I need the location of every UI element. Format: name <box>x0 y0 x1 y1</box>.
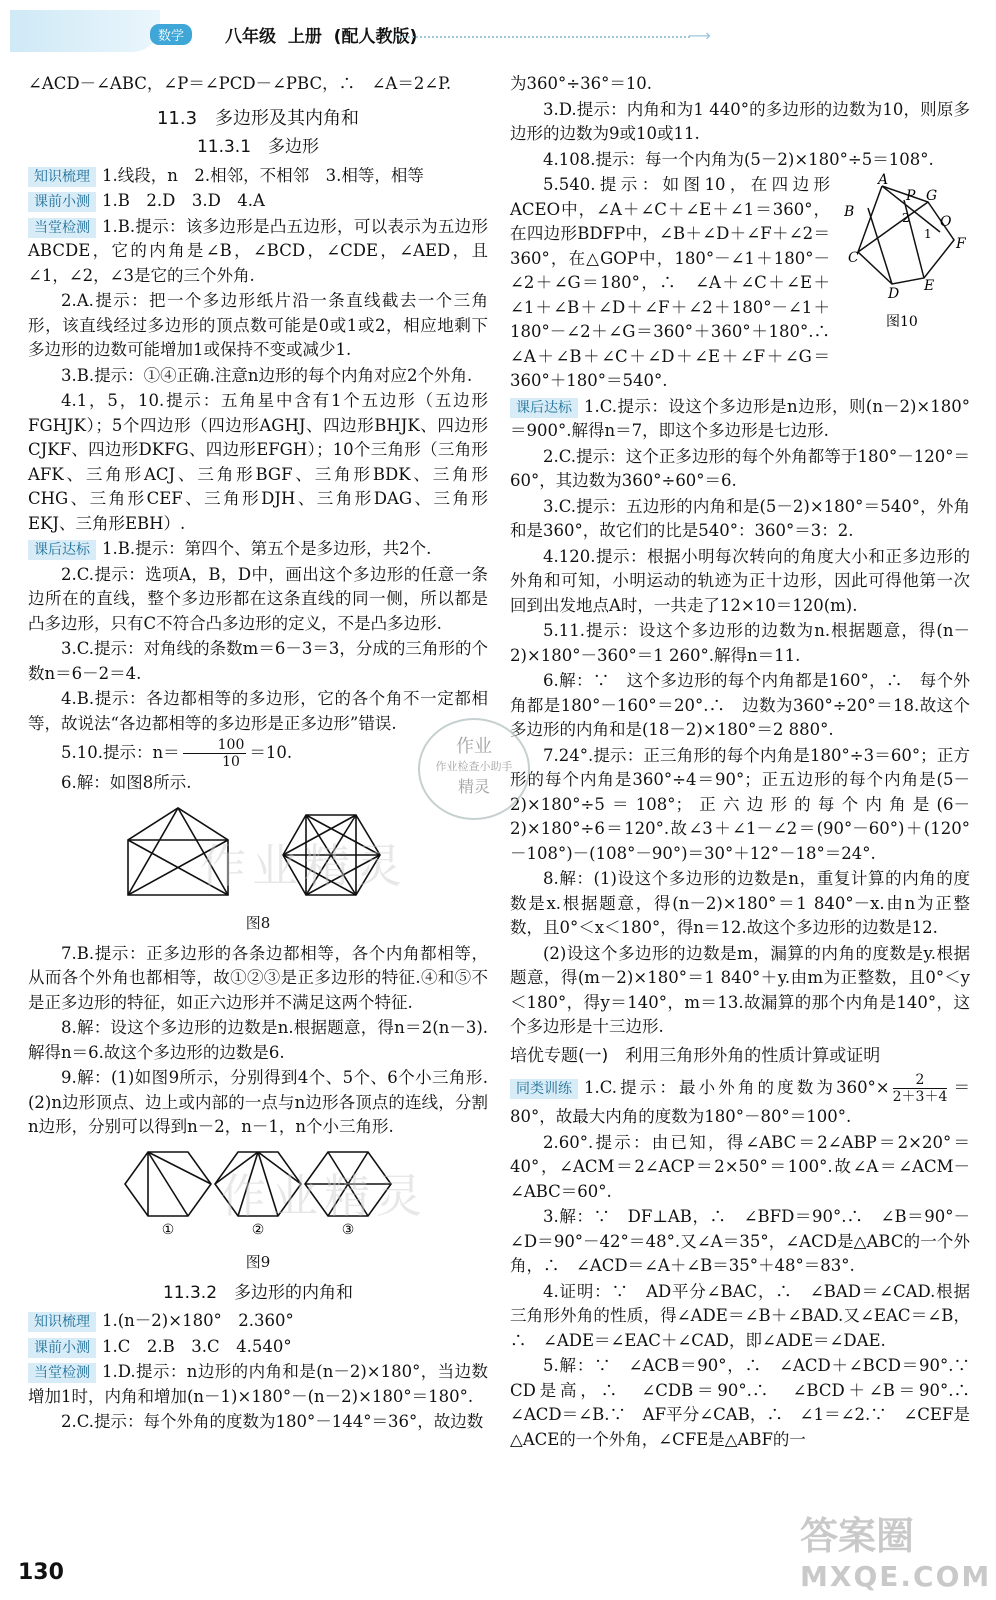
fraction: $\frac{2}{2+3+4}$ <box>892 1072 948 1105</box>
answer-text: 7.24°.提示：正三角形的每个内角是180°÷3＝60°；正方形的每个内角是360°÷4＝90°；正五边形的每个内角是(5－2)×180°÷5＝108°；正六边形的每个内角是(6－2)×180°÷6＝120°.故∠3＋∠1－∠2＝(90°－60°)＋(120°－108°)－(108°－90°)＝30°＋12°－18°＝24°. <box>510 745 970 863</box>
answer-text: ＝80°，故最大内角的度数为180°－80°＝100°. <box>510 1078 971 1126</box>
site-watermark-url: MXQE.COM <box>800 1560 992 1593</box>
answer-text: 1.C.提示：最小外角的度数为360°× <box>584 1078 890 1097</box>
answer-text: 7.B.提示：正多边形的各条边都相等，各个内角都相等，从而各个外角也都相等，故①②③是正多边形的特征.④和⑤不是正多边形的特征，如正六边形并不满足这两个特征. <box>28 943 488 1012</box>
answer-text: 5.10.提示：n＝ $\frac{100}{10}$ ＝10. <box>61 737 293 770</box>
figure-10-label-o: O <box>940 214 952 230</box>
figure-10-label-b: B <box>844 204 855 220</box>
header-band <box>10 10 160 52</box>
answer-text: 2.C.提示：这个正多边形的每个外角都等于180°－120°＝60°，其边数为360°÷60°＝6. <box>510 446 970 490</box>
answer-text: 8.解：(1)设这个多边形的边数是n，重复计算的内角的度数是x.根据题意，得(n－2)×180°＝1 840°－x.由n为正整数，且0°＜x＜180°，得n＝12.故这个多边形的边数是12. <box>510 869 970 937</box>
stamp-text: 作业 <box>456 736 492 757</box>
figure-10-label-g: G <box>926 188 938 204</box>
figure-10-label-c: C <box>848 250 859 266</box>
figure-9-label-3: ③ <box>341 1221 355 1238</box>
answer-text: 1.(n－2)×180° 2.360° <box>102 1311 294 1330</box>
answer-text: 4.1，5，10.提示：五角星中含有1个五边形（五边形FGHJK）；5个四边形（四边形AGHJ、四边形BHJK、四边形CJKF、四边形DKFG、四边形EFGH）；10个三角形（三角形AFK、三角形ACJ、三角形BGF、三角形BDK、三角形CHG、三角形CEF、三角形DJH、三角形DAG、三角形EKJ、三角形EBH）. <box>28 391 488 533</box>
site-watermark-name: 答案圈 <box>800 1514 915 1558</box>
inspection-stamp <box>418 718 530 820</box>
answer-text: 3.C.提示：五边形的内角和是(5－2)×180°＝540°，外角和是360°，故它们的比是540°：360°＝3：2. <box>510 496 970 540</box>
subject-badge: 数学 <box>150 24 192 45</box>
answer-text: 1.C.提示：设这个多边形是n边形，则(n－2)×180°＝900°.解得n＝7，即这个多边形是七边形. <box>510 396 970 440</box>
answer-text: 3.B.提示：①④正确.注意n边形的每个内角对应2个外角. <box>61 365 473 385</box>
figure-10-label-a: A <box>878 172 889 188</box>
figure-10-label-d: D <box>888 286 900 302</box>
tag-label: 知识梳理 <box>28 1312 96 1332</box>
subsection-title: 11.3.1 多边形 <box>196 137 320 157</box>
tag-label: 课后达标 <box>510 398 578 418</box>
figure-10-label-f: F <box>956 236 966 252</box>
answer-text: 5.11.提示：设这个多边形的边数为n.根据题意，得(n－2)×180°－360°＝1 260°.解得n＝11. <box>510 621 970 665</box>
answer-text: 1.B.提示：第四个、第五个是多边形，共2个. <box>102 539 432 558</box>
figure-10-label-e: E <box>924 278 935 294</box>
stamp-text: 精灵 <box>457 777 490 796</box>
book-title: 八年级 上册 (配人教版) <box>225 27 418 47</box>
figure-10-label-1: 1 <box>924 227 932 241</box>
left-column <box>28 72 505 1436</box>
answer-text: 1.D.提示：n边形的内角和是(n－2)×180°，当边数增加1时，内角和增加(n－1)×180°－(n－2)×180°＝180°. <box>28 1362 488 1406</box>
figure-10-diagram <box>844 172 969 332</box>
figure-10-label-p: P <box>906 188 916 204</box>
tag-label: 课前小测 <box>28 192 96 212</box>
answer-text: 4.108.提示：每一个内角为(5－2)×180°÷5＝108°. <box>543 149 934 169</box>
page-header <box>0 0 996 60</box>
answer-text: 1.线段，n 2.相邻，不相邻 3.相等，相等 <box>102 165 424 185</box>
fraction: $\frac{100}{10}$ <box>183 737 247 770</box>
arrow-right-icon: ⟶ <box>688 26 711 45</box>
answer-text: 2.A.提示：把一个多边形纸片沿一条直线截去一个三角形，该直线经过多边形的顶点数可能是0或1或2，相应地剩下多边形的边数可能增加1或保持不变或减少1. <box>28 291 488 359</box>
figure-9-label-1: ① <box>161 1221 175 1238</box>
answer-text: 5.540.提示：如图10，在四边形ACEO中，∠A＋∠C＋∠E＋∠1＝360°，在四边形BDFP中，∠B＋∠D＋∠F＋∠2＝360°，在△GOP中，180°－∠1＋180°－∠2＋∠G＝180°，∴ ∠A＋∠C＋∠E＋∠1＋∠B＋∠D＋∠F＋∠2＋180°－∠1＋180°－∠2＋∠G＝360°＋360°＋180°.∴ ∠A＋∠B＋∠C＋∠D＋∠E＋∠F＋∠G＝360°＋180°＝540°. <box>510 175 847 390</box>
tag-label: 当堂检测 <box>28 218 96 238</box>
watermark-text: 作业精灵 <box>220 1169 428 1223</box>
answer-text: 1.B.提示：该多边形是凸五边形，可以表示为五边形ABCDE，它的内角是∠B，∠BCD，∠CDE，∠AED，且∠1，∠2，∠3是它的三个外角. <box>28 216 488 285</box>
answer-text: (2)设这个多边形的边数是m，漏算的内角的度数是y.根据题意，得(m－2)×180°＝1 840°＋y.由m为正整数，且0°＜y＜180°，得y＝140°，m＝13.故漏算的那个内角是140°，这个多边形是十三边形. <box>510 943 970 1036</box>
answer-text: 2.60°.提示：由已知，得∠ABC＝2∠ABP＝2×20°＝40°，∠ACM＝2∠ACP＝2×50°＝100°.故∠A＝∠ACM－∠ABC＝60°. <box>510 1132 970 1201</box>
answer-text: 4.B.提示：各边都相等的多边形，它的各个角不一定都相等，故说法“各边都相等的多边形是正多边形”错误. <box>28 689 488 733</box>
site-watermark <box>800 1505 991 1593</box>
answer-text: 3.C.提示：对角线的条数m＝6－3＝3，分成的三角形的个数n＝6－2＝4. <box>28 639 488 683</box>
answer-text: 为360°÷36°＝10. <box>510 74 653 93</box>
tag-label: 知识梳理 <box>28 167 96 187</box>
tag-label: 同类训练 <box>510 1079 578 1099</box>
figure-10 <box>844 172 969 336</box>
stamp-text: 作业检查小助手 <box>435 760 513 773</box>
answer-text: 6.解：∵ 这个多边形的每个内角都是160°，∴ 每个外角都是180°－160°＝20°.∴ 边数为360°÷20°＝18.故这个多边形的内角和是(18－2)×180°＝2 880°. <box>510 671 970 739</box>
answer-text: 9.解：(1)如图9所示，分别得到4个、5个、6个小三角形. (2)n边形顶点、边上或内部的一点与n边形各顶点的连线，分割n边形，分别可以得到n－2，n－1，n个小三角形. <box>28 1068 505 1136</box>
figure-10-label-2: 2 <box>902 211 910 225</box>
answer-text: 6.解：如图8所示. <box>61 773 192 792</box>
answer-text: 3.解：∵ DF⊥AB，∴ ∠BFD＝90°.∴ ∠B＝90°－∠D＝90°－42°＝48°.又∠A＝35°，∠ACD是△ABC的一个外角，∴ ∠ACD＝∠A＋∠B＝35°＋48°＝83°. <box>510 1207 970 1275</box>
answer-text: 5.解：∵ ∠ACB＝90°，∴ ∠ACD＋∠BCD＝90°.∵ CD是高，∴ ∠CDB＝90°.∴ ∠BCD＋∠B＝90°.∴ ∠ACD＝∠B.∵ AF平分∠CAB，∴ ∠1＝∠2.∵ ∠CEF是△ACE的一个外角，∠CFE是△ABF的一 <box>510 1356 987 1449</box>
figure-9-label-2: ② <box>251 1221 265 1238</box>
figure-caption: 图9 <box>245 1253 271 1271</box>
watermark-text: 作业精灵 <box>200 839 408 893</box>
answer-text: 4.120.提示：根据小明每次转向的角度大小和正多边形的外角和可知，小明运动的轨迹为正十边形，因此可得他第一次回到出发地点A时，一共走了12×10＝120(m). <box>510 546 970 615</box>
figure-caption: 图8 <box>245 914 271 932</box>
answer-text: 3.D.提示：内角和为1 440°的多边形的边数为10，则原多边形的边数为9或10或11. <box>510 99 970 143</box>
answer-text: 1.B 2.D 3.D 4.A <box>102 191 265 210</box>
answer-text: 2.C.提示：每个外角的度数为180°－144°＝36°，故边数 <box>61 1412 484 1431</box>
section-title: 11.3 多边形及其内角和 <box>156 107 360 129</box>
answer-text: 4.证明：∵ AD平分∠BAC，∴ ∠BAD＝∠CAD.根据三角形外角的性质，得∠ADE＝∠B＋∠BAD.又∠EAC＝∠B，∴ ∠ADE＝∠EAC＋∠CAD，即∠ADE＝∠DAE. <box>510 1281 970 1350</box>
tag-label: 课后达标 <box>28 540 96 560</box>
subsection-title: 11.3.2 多边形的内角和 <box>162 1282 354 1303</box>
page-number: 130 <box>18 1560 64 1585</box>
tag-label: 当堂检测 <box>28 1363 96 1383</box>
answer-text: 1.C 2.B 3.C 4.540° <box>102 1336 292 1356</box>
header-dotted-line <box>395 36 690 38</box>
answer-text: 2.C.提示：选项A，B，D中，画出这个多边形的任意一条边所在的直线，整个多边形都在这条直线的同一侧，所以都是凸多边形，只有C不符合凸多边形的定义，不是凸多边形. <box>28 564 488 633</box>
special-topic-title: 培优专题(一) 利用三角形外角的性质计算或证明 <box>510 1045 881 1066</box>
tag-label: 课前小测 <box>28 1338 96 1358</box>
paragraph: ∠ACD－∠ABC，∠P＝∠PCD－∠PBC，∴ ∠A＝2∠P. <box>28 74 452 93</box>
answer-text: 8.解：设这个多边形的边数是n.根据题意，得n＝2(n－3).解得n＝6.故这个多边形的边数是6. <box>28 1018 488 1062</box>
figure-caption: 图10 <box>886 314 918 330</box>
